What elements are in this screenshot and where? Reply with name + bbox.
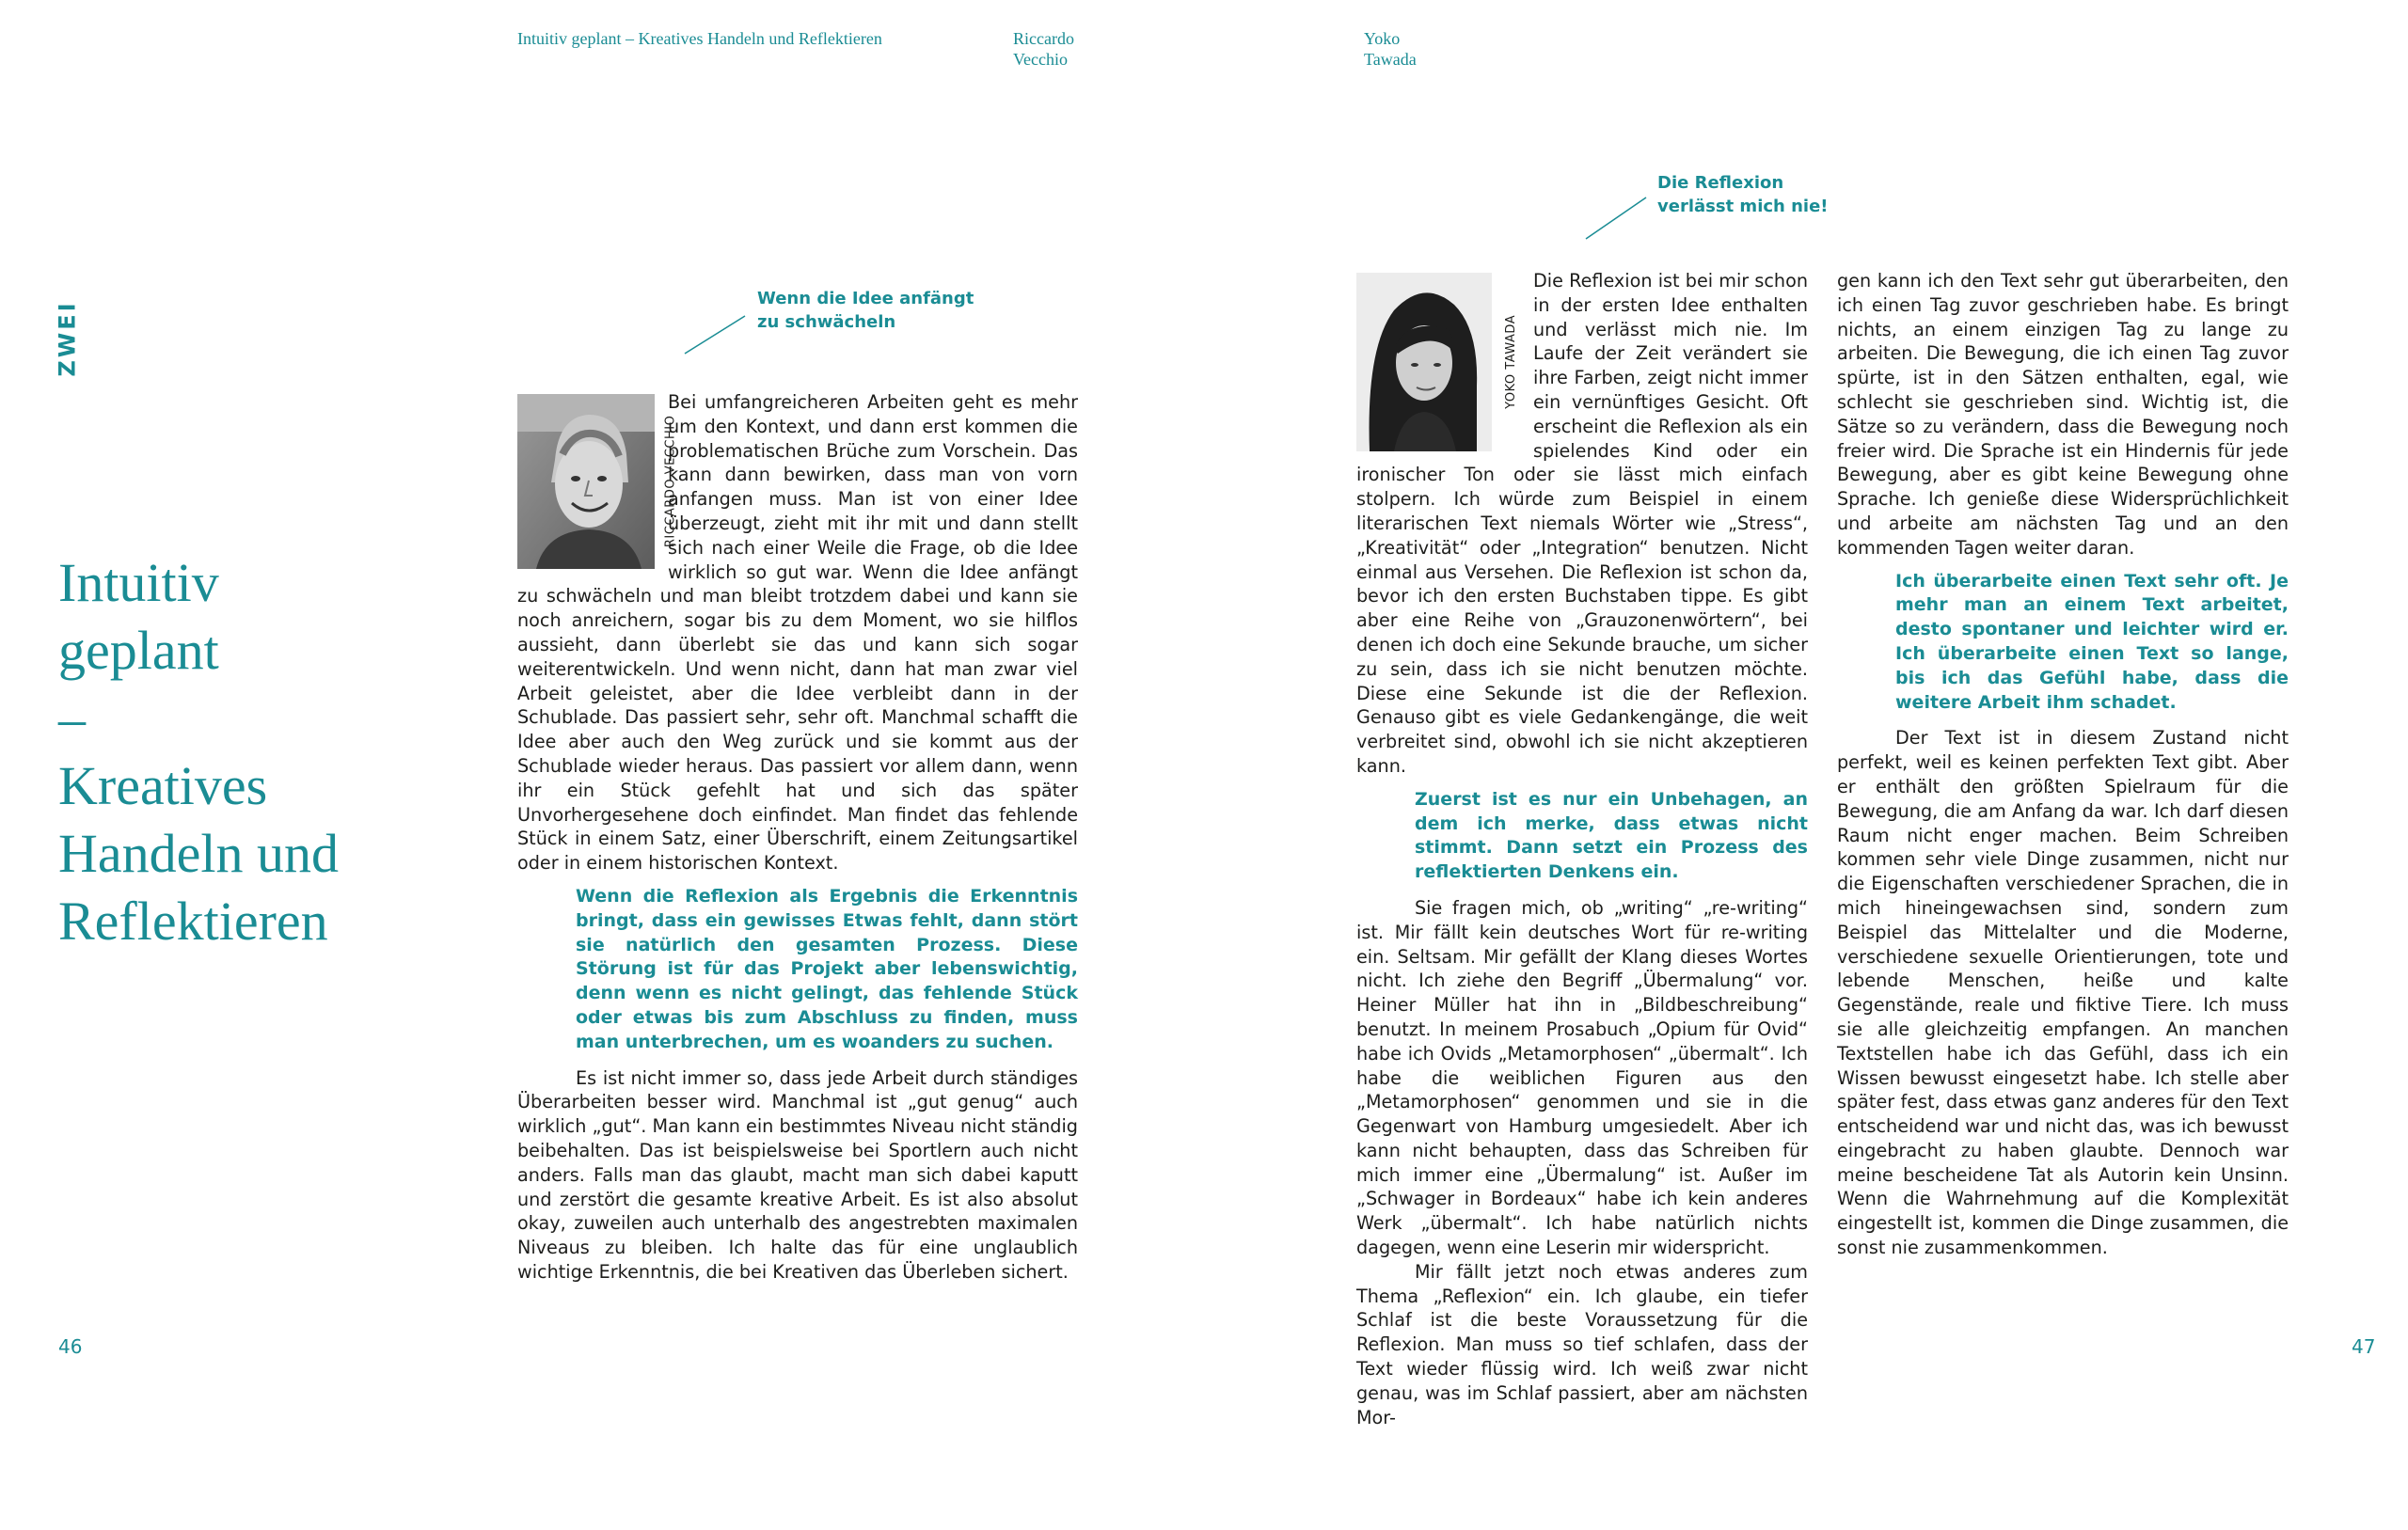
- vecchio-photo: [517, 394, 655, 569]
- tawada-photo-caption-wrap: [1501, 273, 1522, 451]
- title-line: Reflektieren: [58, 891, 328, 952]
- tawada-paragraph-5: Der Text ist in diesem Zustand nicht perfekt, weil es keinen perfekten Text gibt. Aber er enthält den größten Spielraum für die Bewegung, die am Anfang da war. Ich darf diesen Raum nicht enger machen. Beim Schreiben kommen sehr viele Dinge zusammen, nicht nur die Eigenschaften verschiedener Sprachen, die in mich hineingewachsen sind, sondern zum Beispiel das Mittelalter und die Moderne, verschiedene sexuelle Orientierungen, tote und lebende Menschen, heiße und kalte Gegenstände, reale und fiktive Tiere. Ich muss sie alle gleichzeitig empfangen. An manchen Textstellen habe ich das Gefühl, dass ich ein Wissen bewusst eingesetzt habe. Ich stelle aber später fest, dass etwas ganz anderes für den Text entscheidend war und nicht das, was ich bewusst eingebracht zu haben glaubte. Dennoch war meine bescheidene Tat als Autorin kein Unsinn. Wenn die Wahrnehmung auf die Komplexität eingestellt ist, kommen die Dinge zusammen, die sonst nie zusammenkommen.: [1837, 727, 2289, 1259]
- author-last-name: Vecchio: [1013, 50, 1068, 69]
- title-line: Handeln und: [58, 823, 339, 884]
- tawada-pull-quote-1: Zuerst ist es nur ein Unbehagen, an dem ich merke, dass etwas nicht stimmt. Dann setzt ein Prozess des reflektierten Denkens ein.: [1415, 788, 1808, 883]
- quote-label-line: verlässt mich nie!: [1657, 197, 1829, 216]
- vecchio-leader-line: [683, 314, 749, 356]
- vecchio-paragraph-2: Es ist nicht immer so, dass jede Arbeit durch ständiges Überarbeiten besser wird. Manchmal ist „gut genug“ auch wirklich „gut“. Man kann ein bestimmtes Niveau nicht ständig beibehalten. Das ist beispielsweise bei Sportlern auch nicht anders. Falls man das glaubt, macht man sich dabei kaputt und zerstört die gesamte kreative Arbeit. Es ist also absolut okay, zuweilen auch unterhalb des angestrebten maximalen Niveaus zu bleiben. Ich halte das für eine unglaublich wichtige Erkenntnis, die bei Kreativen das Überleben sichert.: [517, 1066, 1078, 1283]
- tawada-portrait: [1356, 273, 1519, 451]
- running-title: Intuitiv geplant – Kreatives Handeln und Reflektieren: [517, 29, 882, 48]
- vecchio-text-column: [517, 390, 1078, 1285]
- tawada-paragraph-2: Sie fragen mich, ob „writing“ „re-writing“ ist. Mir fällt kein deutsches Wort für re-writing ein. Seltsam. Mir gefällt der Klang dieses Wortes nicht. Ich ziehe den Begriff „Übermalung“ vor. Heiner Müller hat ihn in „Bildbeschreibung“ benutzt. In meinem Prosabuch „Opium für Ovid“ habe ich Ovids „Metamorphosen“ „übermalt“. Ich habe die weiblichen Figuren aus den „Metamorphosen“ genommen und sie in die Gegenwart von Hamburg umgesiedelt. Aber ich kann nicht behaupten, dass das Schreiben für mich immer eine „Übermalung“ ist. Außer im „Schwager in Bordeaux“ habe ich kein anderes Werk „übermalt“. Ich habe natürlich nichts dagegen, wenn eine Leserin mir widerspricht.: [1356, 896, 1808, 1259]
- chapter-label: [49, 292, 87, 386]
- page-number-right: 47: [2352, 1335, 2376, 1358]
- tawada-leader-line: [1584, 196, 1650, 243]
- tawada-paragraph-1: Die Reflexion ist bei mir schon in der ersten Idee enthalten und verlässt mich nie. Im Laufe der Zeit verändert sie ihre Farben, zeigt nicht immer ein vernünftiges Gesicht. Oft erscheint die Reflexion als ein spielendes Kind oder ein ironischer Ton oder sie lässt mich einfach stolpern. Ich würde zum Beispiel in einem literarischen Text niemals Wörter wie „Stress“, „Kreativität“ oder „Integration“ benutzen. Nicht einmal aus Versehen. Die Reflexion ist schon da, bevor ich den ersten Buchstaben tippe. Es gibt aber eine Reihe von „Grauzonenwörtern“, bei denen ich doch eine Sekunde brauche, um sicher zu sein, dass ich sie nicht benutzen möchte. Diese eine Sekunde ist die der Reflexion. Genauso gibt es viele Gedankengänge, die weit verbreitet sind, obwohl ich sie nicht akzeptieren kann.: [1356, 270, 1808, 777]
- header-author-vecchio: [1013, 28, 1074, 70]
- tawada-photo: [1356, 273, 1492, 451]
- tawada-pull-quote-2: Ich überarbeite einen Text sehr oft. Je mehr man an einem Text arbeitet, desto spontaner und leichter wird er. Ich überarbeite einen Text so lange, bis ich das Gefühl habe, dass die weitere Arbeit ihm schadet.: [1895, 570, 2289, 713]
- title-line: geplant: [58, 620, 219, 681]
- quote-label-line: zu schwächeln: [757, 312, 896, 332]
- vecchio-pull-quote: Wenn die Reflexion als Ergebnis die Erkenntnis bringt, dass ein gewisses Etwas fehlt, dann stört sie natürlich den gesamten Prozess. Diese Störung ist für das Projekt aber lebenswichtig, denn wenn es nicht gelingt, das fehlende Stück oder etwas bis zum Abschluss zu finden, muss man unterbrechen, um es woanders zu suchen.: [576, 885, 1078, 1052]
- photo-caption: RICCARDO VECCHIO: [663, 415, 678, 548]
- author-last-name: Tawada: [1364, 50, 1417, 69]
- title-line: –: [58, 687, 86, 749]
- chapter-label-text: ZWEI: [55, 300, 82, 377]
- page-number-left: 46: [58, 1335, 83, 1358]
- chapter-title: [58, 549, 397, 955]
- quote-label-line: Die Reflexion: [1657, 173, 1784, 193]
- photo-caption: YOKO TAWADA: [1504, 315, 1519, 409]
- header-author-tawada: [1364, 28, 1417, 70]
- title-line: Intuitiv: [58, 552, 219, 613]
- tawada-text-column-2: [1837, 269, 2289, 1260]
- vecchio-portrait: [517, 394, 678, 569]
- vecchio-photo-caption-wrap: [660, 394, 681, 569]
- title-line: Kreatives: [58, 755, 268, 816]
- author-first-name: Yoko: [1364, 29, 1401, 48]
- tawada-paragraph-4: gen kann ich den Text sehr gut überarbeiten, den ich einen Tag zuvor geschrieben habe. Es bringt nichts, an einem einzigen Tag zu lange zu arbeiten. Die Bewegung, die ich einen Tag zuvor spürte, ist in den Sätzen enthalten, egal, wie schlecht sie geschrieben sind. Wichtig ist, die Sätze so zu verändern, dass die Bewegung noch freier wird. Die Sprache ist ein Hindernis für jede Bewegung, aber es gibt keine Bewegung ohne Sprache. Ich genieße diese Widersprüchlichkeit und arbeite am nächsten Tag und an den kommenden Tagen weiter daran.: [1837, 270, 2289, 559]
- author-first-name: Riccardo: [1013, 29, 1074, 48]
- tawada-text-column-1: [1356, 269, 1808, 1429]
- quote-label-line: Wenn die Idee anfängt: [757, 289, 974, 308]
- tawada-paragraph-3: Mir fällt jetzt noch etwas anderes zum Thema „Reflexion“ ein. Ich glaube, ein tiefer Schlaf ist die beste Voraussetzung für die Reflexion. Man muss so tief schlafen, dass der Text wieder flüssig wird. Ich weiß zwar nicht genau, was im Schlaf passiert, aber am nächsten Mor-: [1356, 1260, 1808, 1428]
- vecchio-quote-label: [757, 287, 974, 334]
- tawada-quote-label: [1657, 171, 1829, 218]
- vecchio-paragraph-1: Bei umfangreicheren Arbeiten geht es mehr um den Kontext, und dann erst kommen die problematischen Brüche zum Vorschein. Das kann dann bewirken, dass man von vorn anfangen muss. Man ist von einer Idee überzeugt, zieht mit ihr mit und dann stellt sich nach einer Weile die Frage, ob die Idee wirklich so gut war. Wenn die Idee anfängt zu schwächeln und man bleibt trotzdem dabei und kann sie noch anreichern, sogar bis zu dem Moment, wo sie hilflos aussieht, dann überlebt sie das und kann sich sogar weiterentwickeln. Und wenn nicht, dann hat man zwar viel Arbeit geleistet, aber die Idee verbleibt dann in der Schublade. Das passiert sehr, sehr oft. Manchmal schafft die Idee aber auch den Weg zurück und sie kommt aus der Schublade wieder heraus. Das passiert vor allem dann, wenn ihr ein Stück gefehlt hat und sich das später Unvorhergesehene doch einfindet. Man findet das fehlende Stück in einem Satz, einer Überschrift, einem Zeitungsartikel oder in einem historischen Kontext.: [517, 391, 1078, 875]
